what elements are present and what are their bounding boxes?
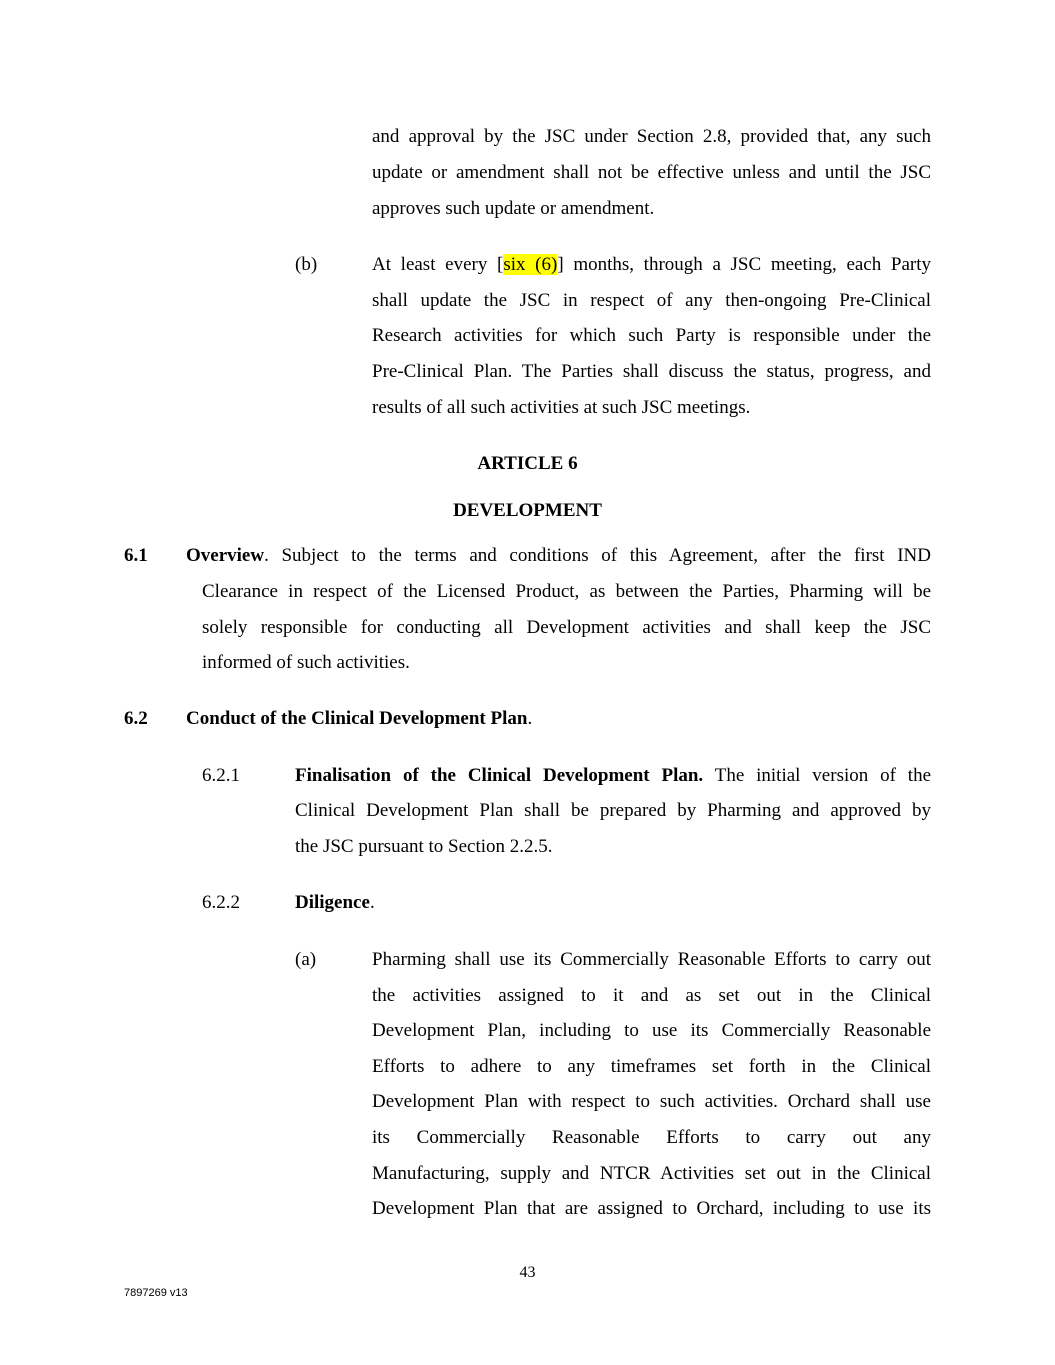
paragraph-line: shall update the JSC in respect of any then-ongoing Pre-Clinical	[372, 290, 931, 311]
section-heading: Diligence	[295, 892, 370, 913]
page-number: 43	[519, 1264, 536, 1281]
paragraph-line: Clinical Development Plan shall be prepared by Pharming and approved by	[295, 800, 931, 821]
clause-marker-a: (a)	[295, 949, 317, 970]
document-id: 7897269 v13	[124, 1287, 188, 1299]
paragraph-line: informed of such activities.	[202, 652, 410, 673]
paragraph-line: and approval by the JSC under Section 2.8, provided that, any such	[372, 126, 931, 147]
section-heading: Conduct of the Clinical Development Plan	[186, 708, 528, 729]
clause-marker-b: (b)	[295, 254, 318, 275]
paragraph-line: Efforts to adhere to any timeframes set forth in the Clinical	[372, 1056, 931, 1077]
paragraph-line: results of all such activities at such JSC meetings.	[372, 397, 751, 418]
section-heading: Finalisation of the Clinical Development Plan.	[295, 765, 704, 786]
paragraph-line: Research activities for which such Party is responsible under the	[372, 325, 931, 346]
paragraph-line: solely responsible for conducting all Development activities and shall keep the JSC	[202, 617, 931, 638]
paragraph-line: update or amendment shall not be effective unless and until the JSC	[372, 162, 931, 183]
section-number: 6.2	[124, 708, 148, 729]
paragraph-line: Pre-Clinical Plan. The Parties shall discuss the status, progress, and	[372, 361, 931, 382]
paragraph-line	[295, 764, 931, 788]
text-run: .	[527, 708, 533, 729]
text-run: . Subject to the terms and conditions of this Agreement, after the first IND	[264, 545, 931, 566]
paragraph-line: its Commercially Reasonable Efforts to carry out any	[372, 1127, 931, 1148]
paragraph-line: Clearance in respect of the Licensed Product, as between the Parties, Pharming will be	[202, 581, 931, 602]
paragraph-line	[372, 253, 931, 277]
section-number: 6.1	[124, 545, 148, 566]
article-number: ARTICLE 6	[477, 453, 578, 474]
paragraph-line: the activities assigned to it and as set out in the Clinical	[372, 985, 931, 1006]
paragraph-line: Development Plan that are assigned to Orchard, including to use its	[372, 1198, 931, 1219]
paragraph-line: approves such update or amendment.	[372, 198, 655, 219]
text-run: ] months, through a JSC meeting, each Party	[557, 254, 932, 275]
paragraph-line: Development Plan with respect to such activities. Orchard shall use	[372, 1091, 931, 1112]
paragraph-line: Manufacturing, supply and NTCR Activities set out in the Clinical	[372, 1163, 931, 1184]
article-title: DEVELOPMENT	[453, 500, 602, 521]
paragraph-line: Pharming shall use its Commercially Reasonable Efforts to carry out	[372, 949, 931, 970]
section-number: 6.2.2	[202, 892, 240, 913]
paragraph-line	[186, 544, 931, 568]
section-number: 6.2.1	[202, 765, 240, 786]
text-run: The initial version of the	[703, 765, 932, 786]
highlighted-text: six (6)	[503, 254, 558, 275]
paragraph-line: Development Plan, including to use its Commercially Reasonable	[372, 1020, 931, 1041]
section-heading: Overview	[186, 545, 265, 566]
paragraph-line	[186, 707, 532, 731]
text-run: .	[369, 892, 375, 913]
text-run: At least every [	[372, 254, 504, 275]
paragraph-line: the JSC pursuant to Section 2.2.5.	[295, 836, 553, 857]
paragraph-line	[295, 891, 375, 915]
